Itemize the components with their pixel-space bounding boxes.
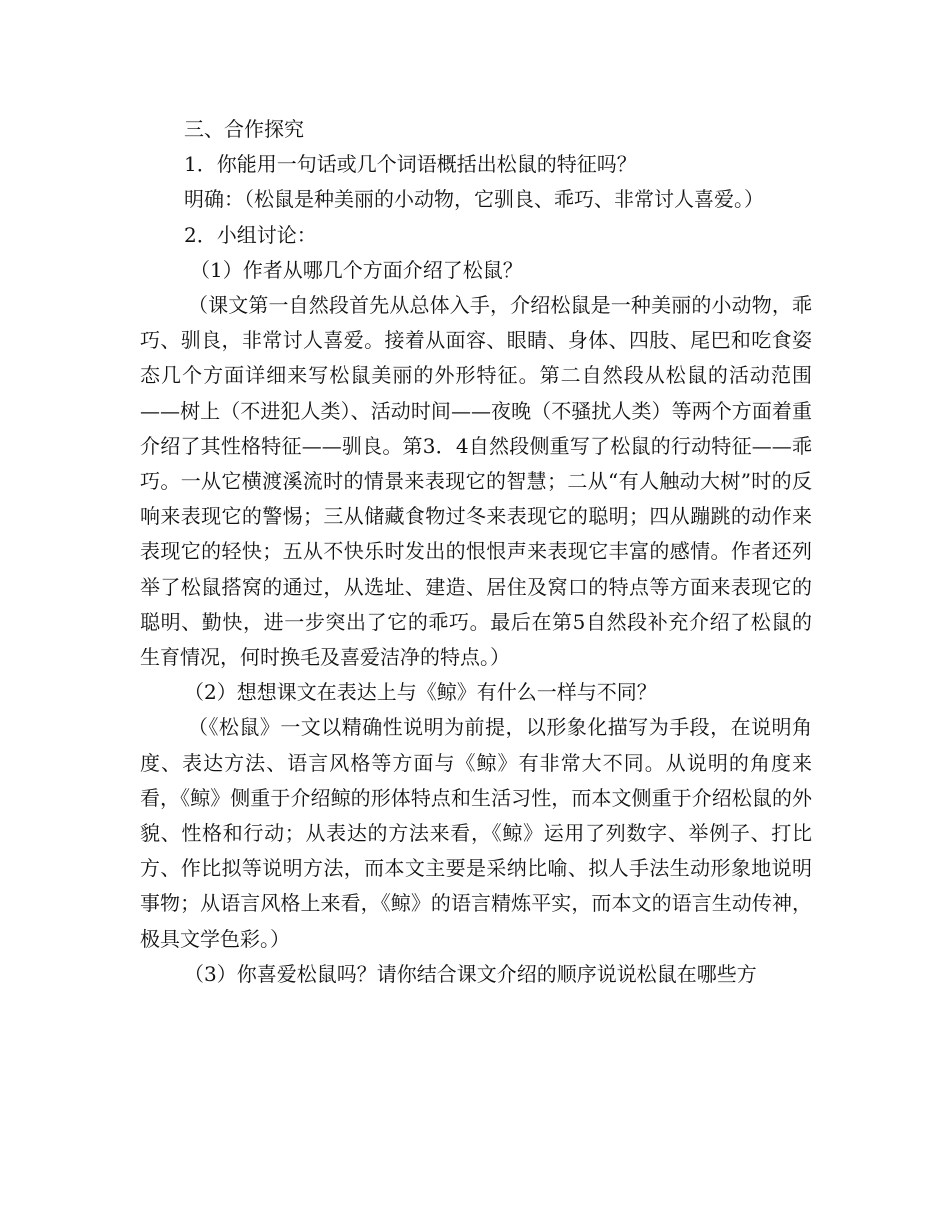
document-body <box>140 112 812 992</box>
sub-question-2: （2）想想课文在表达上与《鲸》有什么一样与不同？ <box>184 680 657 705</box>
answer-1: 明确：（松鼠是种美丽的小动物，它驯良、乖巧、非常讨人喜爱。） <box>184 187 764 212</box>
sub-question-1: （1）作者从哪几个方面介绍了松鼠？ <box>190 257 523 282</box>
sub-answer-1: （课文第一自然段首先从总体入手，介绍松鼠是一种美丽的小动物，乖巧、驯良，非常讨人喜爱。接着从面容、眼睛、身体、四肢、尾巴和吃食姿态几个方面详细来写松鼠美丽的外形特征。第二自然段从松鼠的活动范围——树上（不进犯人类）、活动时间——夜晚（不骚扰人类）等两个方面着重介绍了其性格特征——驯良。第3．4自然段侧重写了松鼠的行动特征——乖巧。一从它横渡溪流时的情景来表现它的智慧；二从“有人触动大树”时的反响来表现它的警惕；三从储藏食物过冬来表现它的聪明；四从蹦跳的动作来表现它的轻快；五从不快乐时发出的恨恨声来表现它丰富的感情。作者还列举了松鼠搭窝的通过，从选址、建造、居住及窝口的特点等方面来表现它的聪明、勤快，进一步突出了它的乖巧。最后在第5自然段补充介绍了松鼠的生育情况，何时换毛及喜爱洁净的特点。） <box>140 293 812 670</box>
section-heading: 三、合作探究 <box>184 117 304 141</box>
sub-answer-2: （《松鼠》一文以精确性说明为前提，以形象化描写为手段，在说明角度、表达方法、语言风格等方面与《鲸》有非常大不同。从说明的角度来看，《鲸》侧重于介绍鲸的形体特点和生活习性，而本文侧重于介绍松鼠的外貌、性格和行动；从表达的方法来看，《鲸》运用了列数字、举例子、打比方、作比拟等说明方法，而本文主要是采纳比喻、拟人手法生动形象地说明事物；从语言风格上来看，《鲸》的语言精炼平实，而本文的语言生动传神，极具文学色彩。） <box>140 715 812 951</box>
question-1: 1．你能用一句话或几个词语概括出松鼠的特征吗？ <box>184 152 637 177</box>
sub-question-3: （3）你喜爱松鼠吗？请你结合课文介绍的顺序说说松鼠在哪些方 <box>184 961 757 986</box>
question-2-heading: 2．小组讨论： <box>184 222 317 247</box>
